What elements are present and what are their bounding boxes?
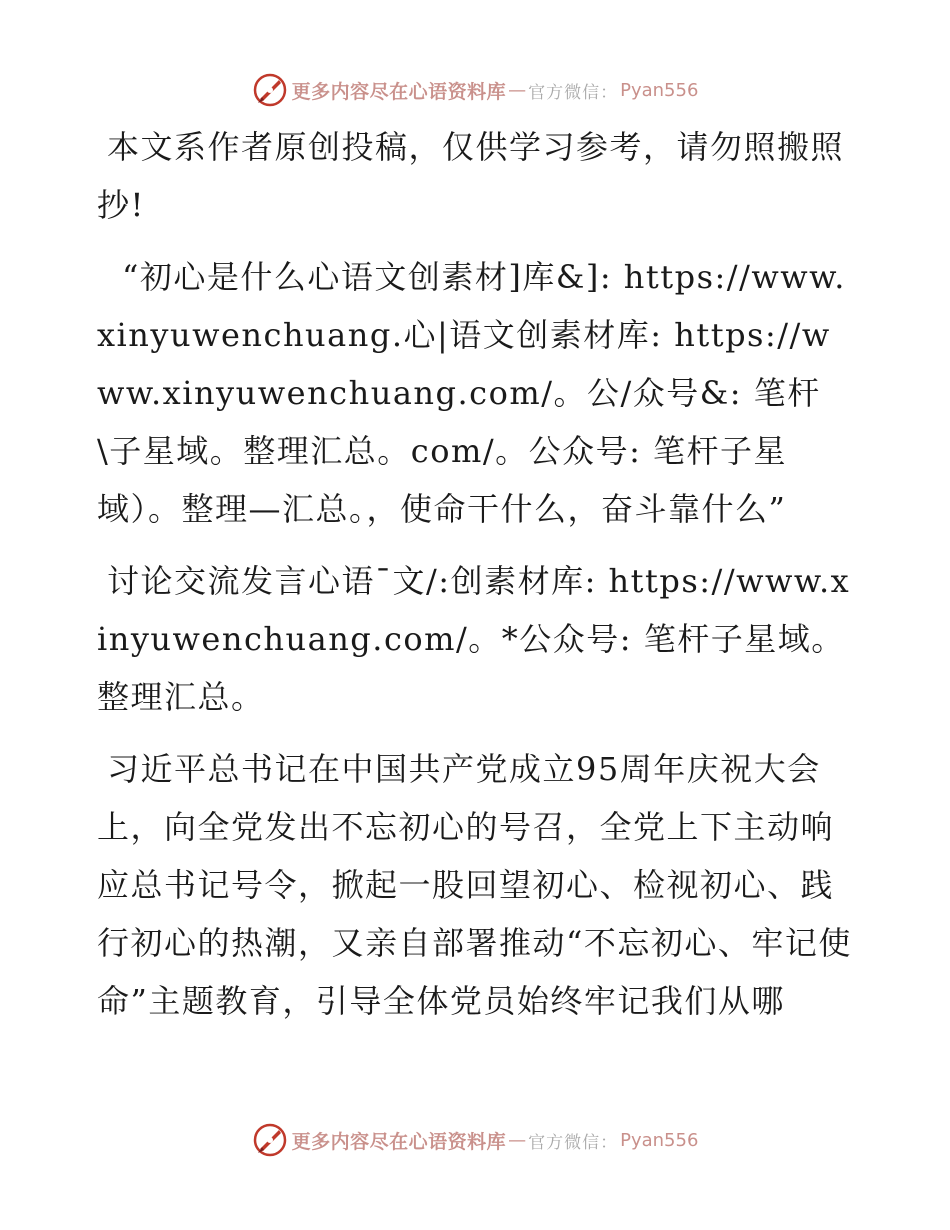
banner-separator: — <box>508 79 527 101</box>
header-banner <box>0 70 950 110</box>
banner-wechat-id: Pyan556 <box>620 79 699 101</box>
paragraph-notice: 本文系作者原创投稿，仅供学习参考，请勿照搬照抄! <box>97 128 845 224</box>
document-body <box>97 118 857 1044</box>
banner-main-text: 更多内容尽在心语资料库 <box>291 80 507 103</box>
quill-logo-icon <box>252 1122 288 1158</box>
paragraph-main: 习近平总书记在中国共产党成立95周年庆祝大会上，向全党发出不忘初心的号召，全党上下主动响应总书记号令，掀起一股回望初心、检视初心、践行初心的热潮，又亲自部署推动“不忘初心、牢记使命”主题教育，引导全体党员始终牢记我们从哪 <box>97 750 852 1020</box>
banner-main-text: 更多内容尽在心语资料库 <box>291 1130 507 1153</box>
paragraph-quote: “初心是什么心语文创素材]库&]: https://www.xinyuwenchuang.心|语文创素材库: https://www.xinyuwenchuang.com/。公/众号&: 笔杆\子星域。整理汇总。com/。公众号: 笔杆子星域）。整理—汇总。，使命干什么，奋斗靠什么” <box>97 258 846 528</box>
banner-sub-text: 官方微信： <box>528 82 619 103</box>
banner-sub-text: 官方微信： <box>528 1132 619 1153</box>
banner-separator: — <box>508 1129 527 1151</box>
paragraph-discussion: 讨论交流发言心语¯文/:创素材库: https://www.xinyuwenchuang.com/。*公众号: 笔杆子星域。整理汇总。 <box>97 562 851 716</box>
banner-wechat-id: Pyan556 <box>620 1129 699 1151</box>
footer-banner <box>0 1120 950 1160</box>
quill-logo-icon <box>252 72 288 108</box>
